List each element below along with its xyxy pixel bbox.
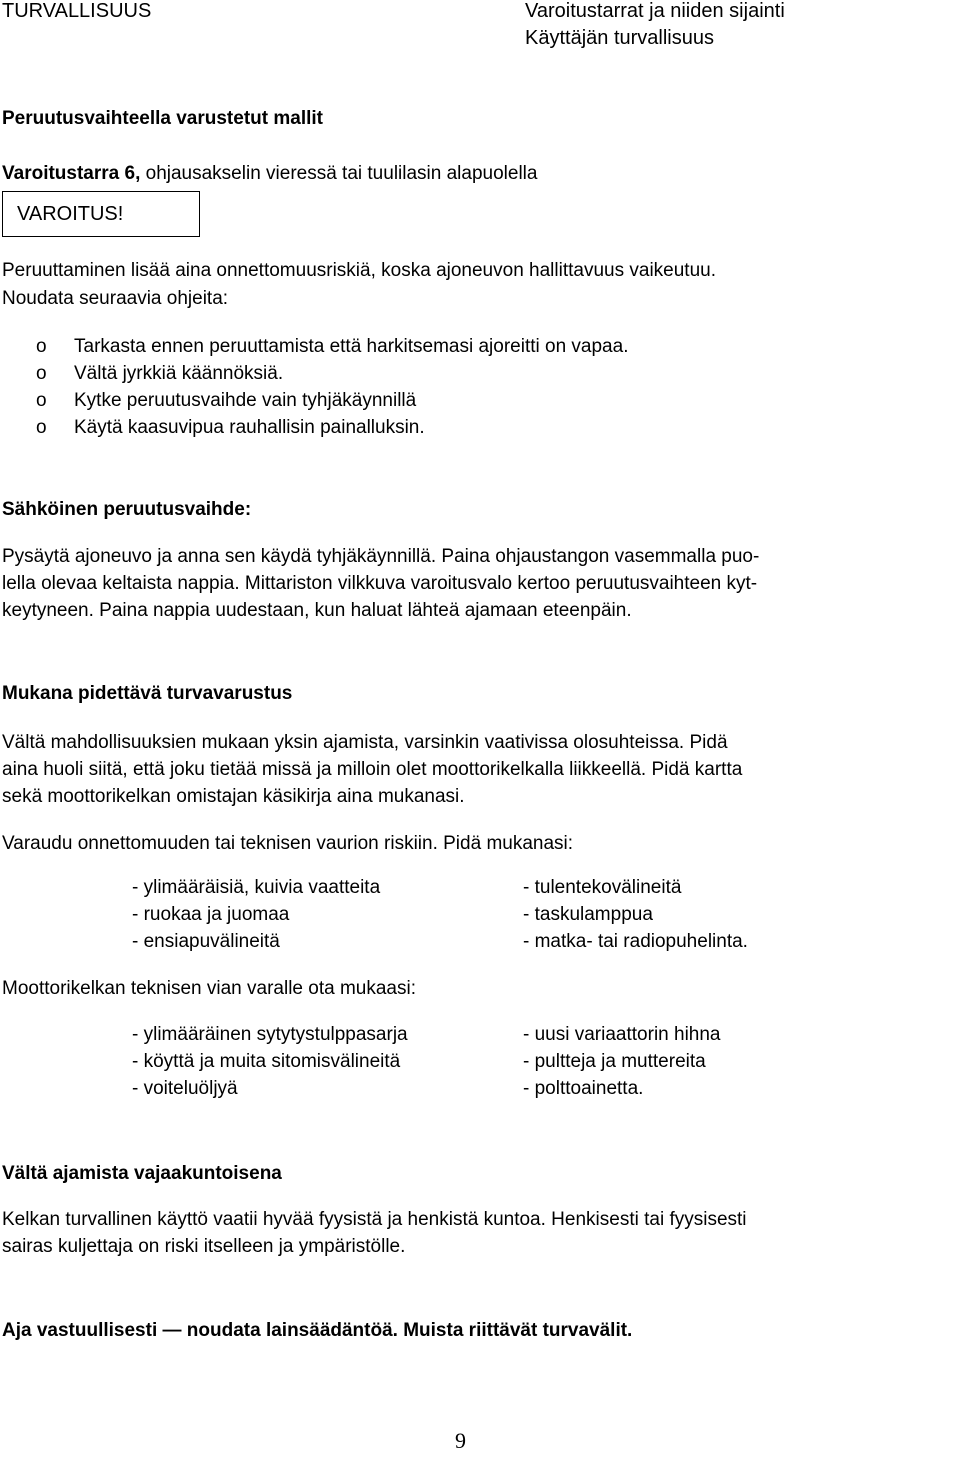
list-item: - uusi variaattorin hihna (523, 1024, 721, 1045)
header-subtitle-2: Käyttäjän turvallisuus (525, 27, 714, 49)
list-item: - ylimääräisiä, kuivia vaatteita (132, 877, 381, 898)
list-item: - voiteluöljyä (132, 1078, 238, 1099)
reverse-heading: Peruutusvaihteella varustetut mallit (2, 108, 323, 129)
bullet-item: Käytä kaasuvipua rauhallisin painalluksin. (74, 417, 425, 438)
list-item: - matka- tai radiopuhelinta. (523, 931, 748, 952)
list-item: - taskulamppua (523, 904, 653, 925)
electric-reverse-line: lella olevaa keltaista nappia. Mittariston vilkkuva varoitusvalo kertoo peruutusvaihteen kyt- (2, 573, 758, 594)
bullet-marker: o (36, 390, 47, 411)
warning-label: VAROITUS! (17, 203, 124, 225)
list-item: - pultteja ja muttereita (523, 1051, 706, 1072)
warning-box (2, 191, 200, 237)
sticker-location: ohjausakselin vieressä tai tuulilasin alapuolella (140, 163, 538, 184)
sticker-label: Varoitustarra 6, (2, 163, 141, 184)
reverse-intro-2: Noudata seuraavia ohjeita: (2, 288, 229, 309)
electric-reverse-heading: Sähköinen peruutusvaihde: (2, 499, 252, 520)
impaired-line: sairas kuljettaja on riski itselleen ja ympäristölle. (2, 1236, 406, 1257)
list-item: - ruokaa ja juomaa (132, 904, 290, 925)
electric-reverse-line: keytyneen. Paina nappia uudestaan, kun haluat lähteä ajamaan eteenpäin. (2, 600, 632, 621)
section-title: TURVALLISUUS (2, 0, 152, 22)
list-item: - polttoainetta. (523, 1078, 644, 1099)
safety-gear-line: sekä moottorikelkan omistajan käsikirja aina mukanasi. (2, 786, 465, 807)
safety-gear-line: Vältä mahdollisuuksien mukaan yksin ajamista, varsinkin vaativissa olosuhteissa. Pidä (2, 732, 728, 753)
list-item: - ensiapuvälineitä (132, 931, 280, 952)
bullet-item: Tarkasta ennen peruuttamista että harkitsemasi ajoreitti on vapaa. (74, 336, 629, 357)
impaired-heading: Vältä ajamista vajaakuntoisena (2, 1163, 282, 1184)
safety-gear-line: aina huoli siitä, että joku tietää missä ja milloin olet moottorikelkalla liikkeellä. Pidä kartta (2, 759, 743, 780)
safety-gear-heading: Mukana pidettävä turvavarustus (2, 683, 293, 704)
bullet-item: Kytke peruutusvaihde vain tyhjäkäynnillä (74, 390, 417, 411)
impaired-line: Kelkan turvallinen käyttö vaatii hyvää fyysistä ja henkistä kuntoa. Henkisesti tai fyysisesti (2, 1209, 747, 1230)
electric-reverse-line: Pysäytä ajoneuvo ja anna sen käydä tyhjäkäynnillä. Paina ohjaustangon vasemmalla puo- (2, 546, 760, 567)
header-subtitle-1: Varoitustarrat ja niiden sijainti (525, 0, 785, 22)
list-item: - köyttä ja muita sitomisvälineitä (132, 1051, 401, 1072)
bullet-marker: o (36, 363, 47, 384)
reverse-intro-1: Peruuttaminen lisää aina onnettomuusriskiä, koska ajoneuvon hallittavuus vaikeutuu. (2, 260, 716, 281)
bullet-marker: o (36, 417, 47, 438)
sticker-line (2, 160, 537, 188)
page-number: 9 (455, 1428, 466, 1453)
closing-statement: Aja vastuullisesti — noudata lainsäädäntöä. Muista riittävät turvavälit. (2, 1320, 633, 1341)
prepare-line: Varaudu onnettomuuden tai teknisen vaurion riskiin. Pidä mukanasi: (2, 833, 574, 854)
list-item: - tulentekovälineitä (523, 877, 682, 898)
technical-line: Moottorikelkan teknisen vian varalle ota mukaasi: (2, 978, 416, 999)
list-item: - ylimääräinen sytytystulppasarja (132, 1024, 408, 1045)
bullet-marker: o (36, 336, 47, 357)
bullet-item: Vältä jyrkkiä käännöksiä. (74, 363, 284, 384)
